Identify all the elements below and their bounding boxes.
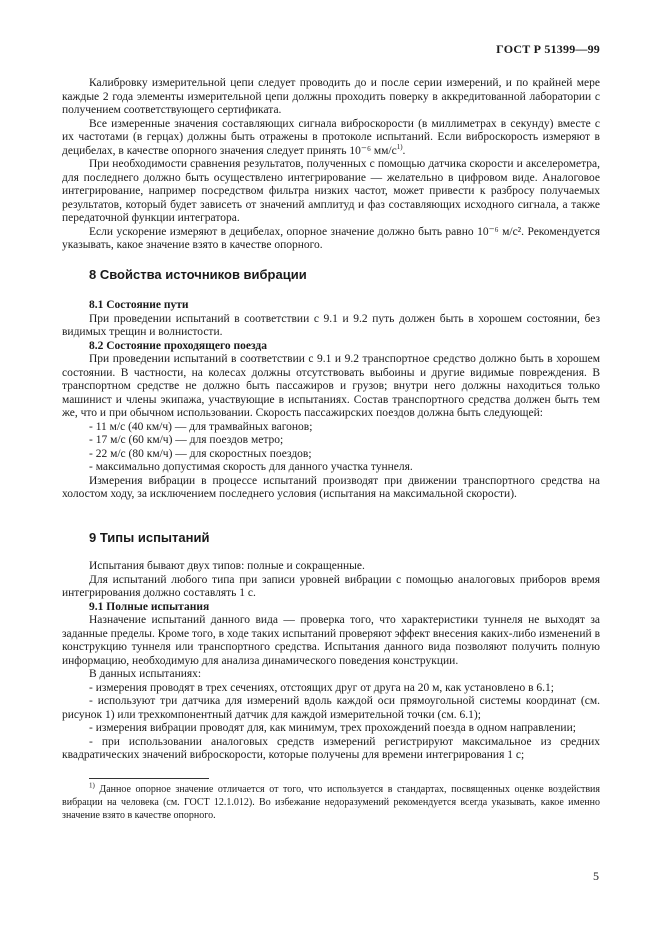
list-item: - 17 м/с (60 км/ч) — для поездов метро; xyxy=(89,434,284,446)
document-id: ГОСТ Р 51399—99 xyxy=(496,42,600,56)
section-9-body xyxy=(62,560,600,763)
footnote-marker: 1) xyxy=(89,781,95,790)
subsection-title: 8.2 Состояние проходящего поезда xyxy=(89,339,267,352)
paragraph: Если ускорение измеряют в децибелах, опорное значение должно быть равно 10⁻⁶ м/с². Рекомендуется указывать, какое значение взято в качестве опорного. xyxy=(62,225,600,251)
footnote-text: $^{1)}$ Данное опорное значение отличается от того, что используется в стандартах, посвященных оценке воздействия вибрации на человека (см. ГОСТ 12.1.012). Во избежание недоразумений рекомендуется всегда указывать, какое именно значение взято в качестве опорного. xyxy=(62,781,600,821)
intro-block xyxy=(62,77,600,253)
footnote-divider xyxy=(89,778,209,779)
paragraph: При проведении испытаний в соответствии с 9.1 и 9.2 транспортное средство должно быть в хорошем состоянии. В частности, на колесах должны отсутствовать выбоины и другие видимые повреждения. В транспортном средстве не должно быть пассажиров и грузов; внутри него должны находиться только машинист и члены экипажа, участвующие в испытаниях. Состав транспортного средства должен быть тем же, что и при обычном использовании. Скорость пассажирских поездов должна быть следующей: xyxy=(62,353,600,419)
list-item: - используют три датчика для измерений вдоль каждой оси прямоугольной системы координат (см. рисунок 1) или трехкомпонентный датчик для каждой измерительной точки (см. 6.1); xyxy=(62,695,600,721)
footnote-marker: 1) xyxy=(396,142,403,151)
section-9 xyxy=(62,531,600,545)
subsection-title: 8.1 Состояние пути xyxy=(89,299,189,311)
paragraph: Все измеренные значения составляющих сигнала виброскорости (в миллиметрах в секунду) вместе с их частотами (в герцах) должны быть отражены в протоколе испытаний. Если виброскорость измеряют в децибелах, в качестве опорного значения следует принять 10⁻⁶ $мм/с^{1)}$. xyxy=(62,117,600,157)
list-item: - максимально допустимая скорость для данного участка туннеля. xyxy=(89,461,413,473)
list-item: - измерения проводят в трех сечениях, отстоящих друг от друга на 20 м, как установлено в 6.1; xyxy=(89,681,554,694)
page-number: 5 xyxy=(593,869,599,883)
paragraph: Измерения вибрации в процессе испытаний производят при движении транспортного средства на холостом ходу, за исключением последнего условия (испытания на максимальной скорости). xyxy=(62,474,600,500)
subsection-title: 9.1 Полные испытания xyxy=(89,600,210,613)
paragraph: Испытания бывают двух типов: полные и сокращенные. xyxy=(89,560,365,572)
paragraph: При необходимости сравнения результатов, полученных с помощью датчика скорости и акселерометра, для последнего должно быть осуществлено интегрирование — желательно в цифровом виде. Аналоговое интегрирование, например посредством фильтра низких частот, может привести к разбросу получаемых результатов, который будет зависеть от значений амплитуд и фаз составляющих исходного сигнала, а также передаточной функции интегратора. xyxy=(62,158,600,224)
paragraph: Назначение испытаний данного вида — проверка того, что характеристики туннеля не выходят за заданные пределы. Кроме того, в ходе таких испытаний проверяют эффект внесения каких-либо изменений в конструкцию туннеля или транспортного средства. Испытания данного вида позволяют получить полную информацию, необходимую для анализа динамического поведения конструкции. xyxy=(62,614,600,667)
paragraph: В данных испытаниях: xyxy=(89,668,202,680)
section-title: 9 Типы испытаний xyxy=(89,530,210,545)
list-item: - измерения вибрации проводят для, как минимум, трех прохождений поезда в одном направлении; xyxy=(89,722,576,734)
section-8-body xyxy=(62,299,600,502)
section-title: 8 Свойства источников вибрации xyxy=(89,267,307,282)
section-8 xyxy=(62,268,600,282)
list-item: - 11 м/с (40 км/ч) — для трамвайных вагонов; xyxy=(89,420,313,433)
list-item: - при использовании аналоговых средств измерений регистрируют максимальное из средних квадратических значений виброскорости, которые получены для времени интегрирования 1 с; xyxy=(62,735,600,761)
footnote-block xyxy=(62,778,600,822)
paragraph: Для испытаний любого типа при записи уровней вибрации с помощью аналоговых приборов время интегрирования должно составлять 1 с. xyxy=(62,573,600,599)
paragraph: При проведении испытаний в соответствии с 9.1 и 9.2 путь должен быть в хорошем состоянии, без видимых трещин и волнистости. xyxy=(62,312,600,338)
paragraph: Калибровку измерительной цепи следует проводить до и после серии измерений, и по крайней мере каждые 2 года элементы измерительной цепи должны проходить поверку в аккредитованной лаборатории с получением соответствующего сертификата. xyxy=(62,77,600,116)
list-item: - 22 м/с (80 км/ч) — для скоростных поездов; xyxy=(89,447,312,460)
